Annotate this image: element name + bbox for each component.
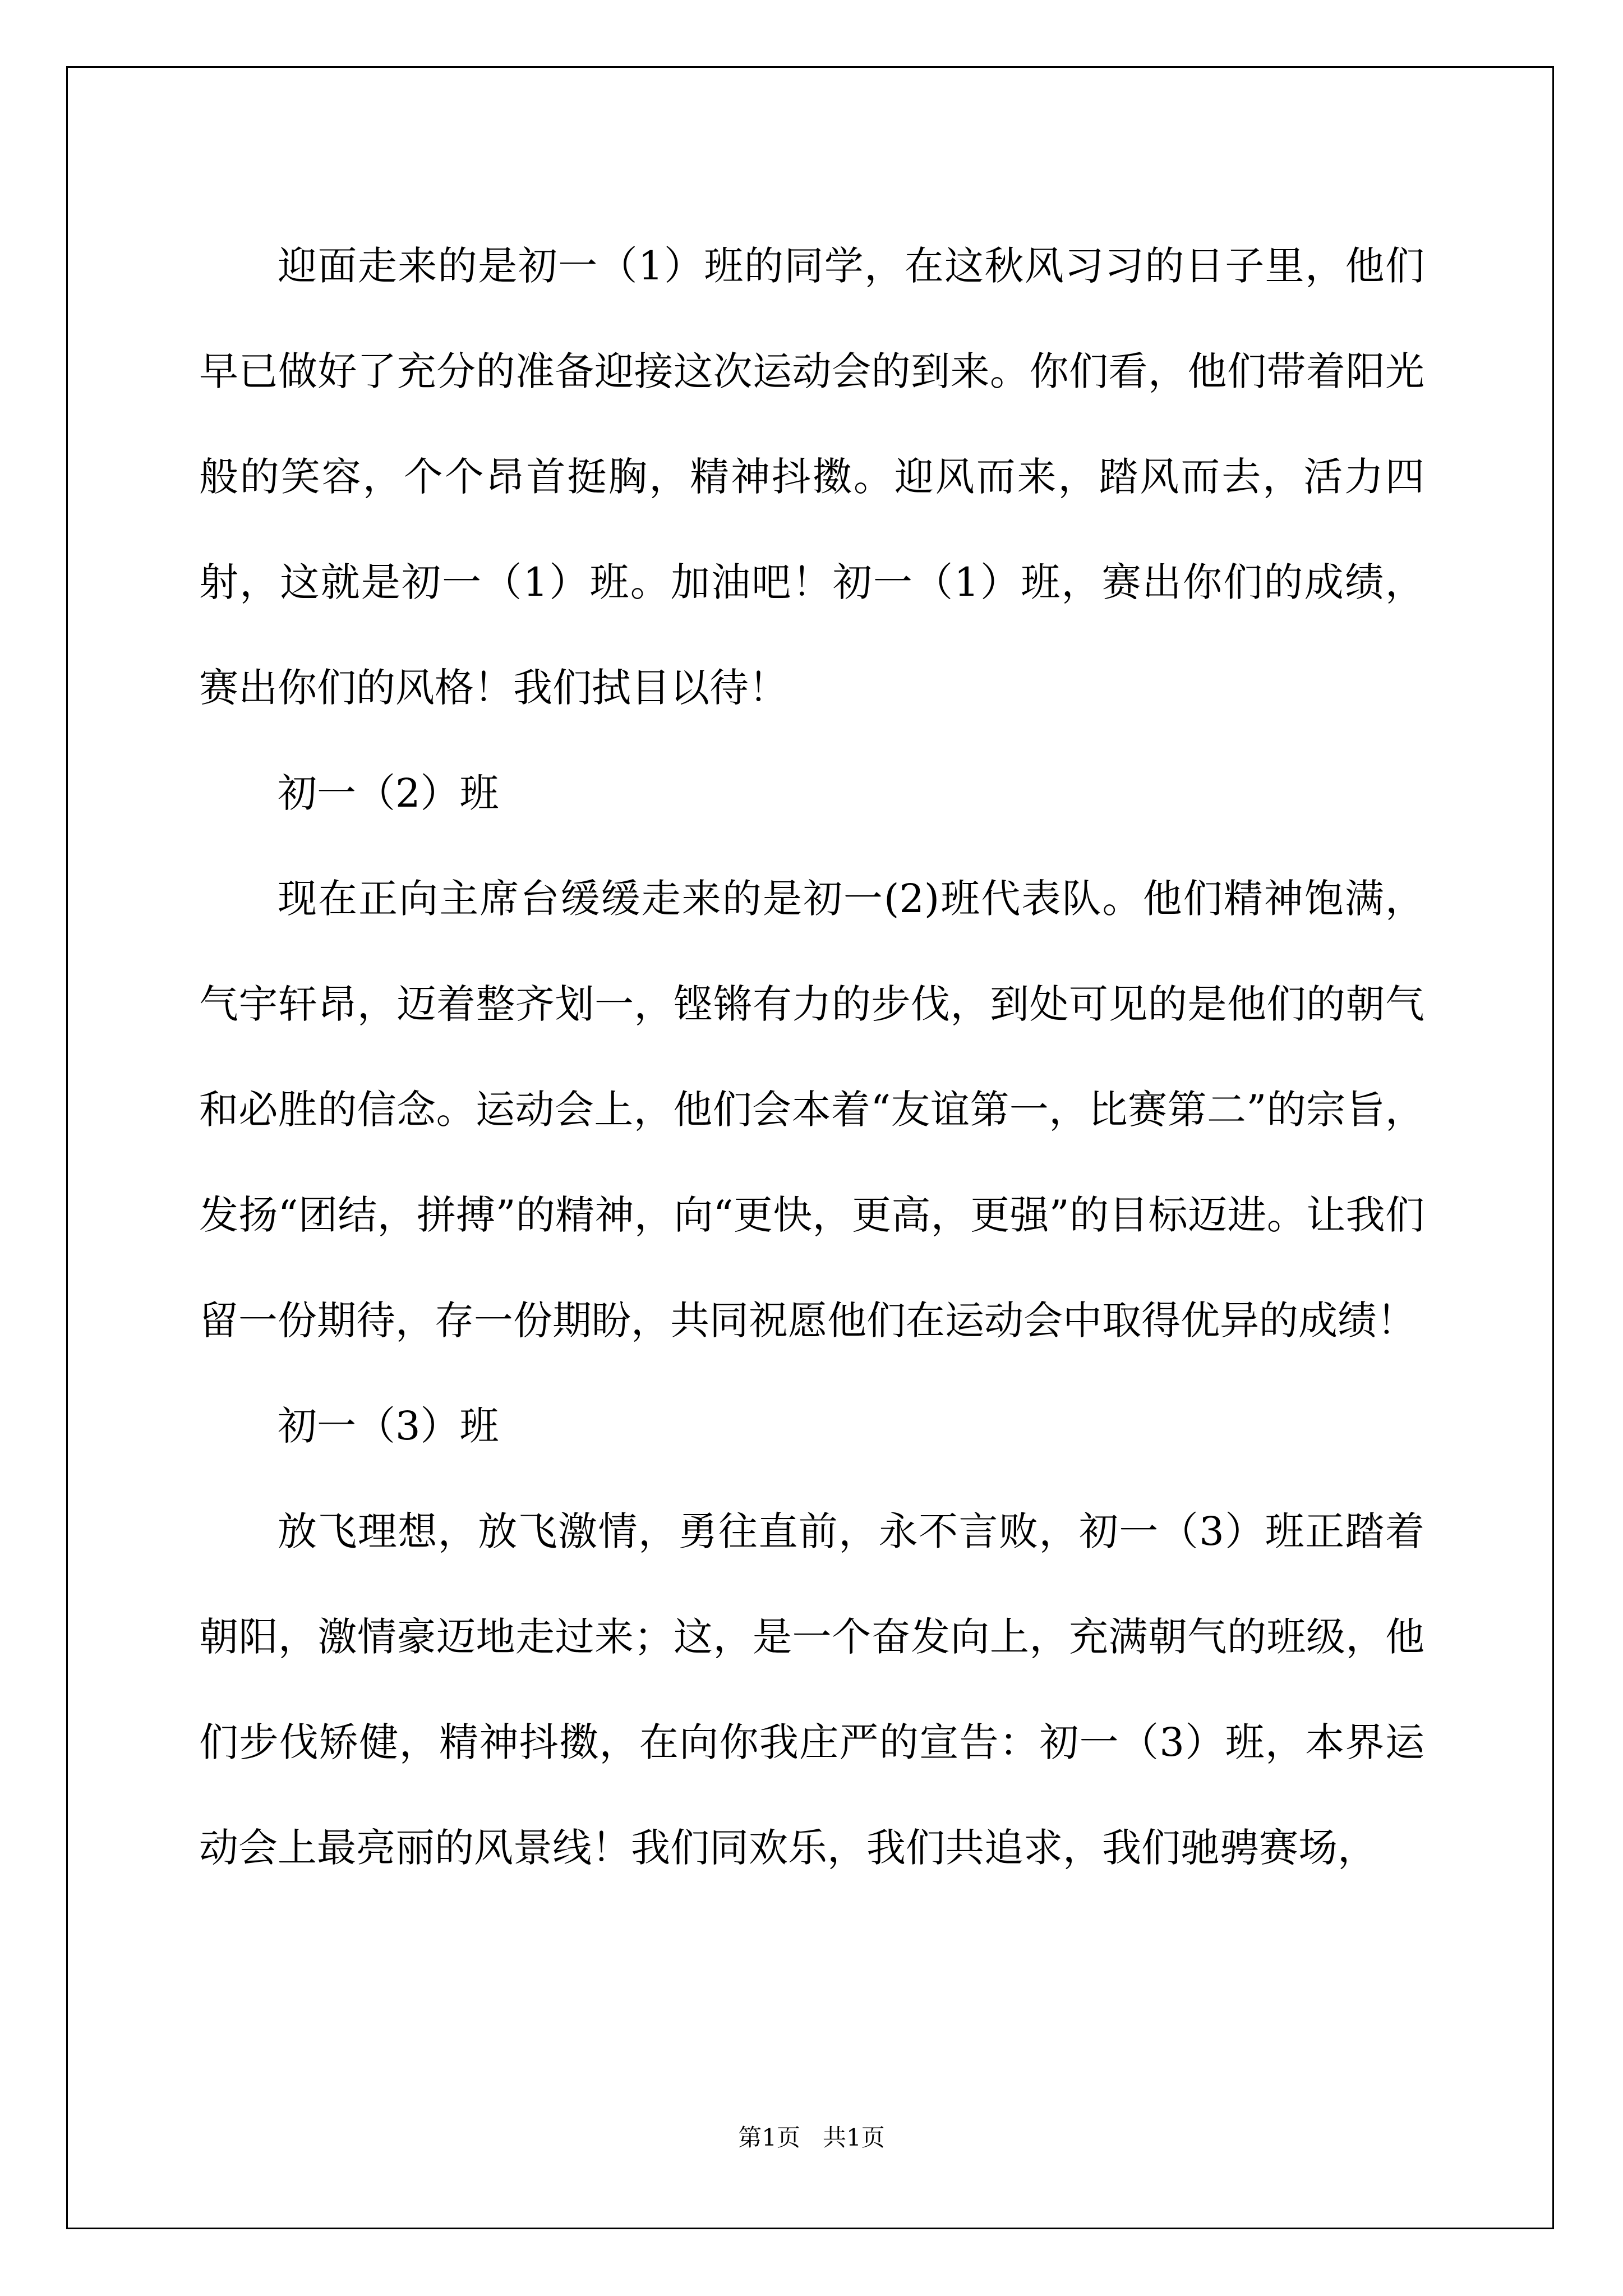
heading-class-3: 初一（3）班: [278, 1403, 499, 1449]
paragraph-class-2: 现在正向主席台缓缓走来的是初一(2)班代表队。他们精神饱满，气宇轩昂，迈着整齐划一，铿锵有力的步伐，到处可见的是他们的朝气和必胜的信念。运动会上，他们会本着“友谊第一，比赛第二”的宗旨，发扬“团结，拼搏”的精神，向“更快，更高，更强”的目标迈进。让我们留一份期待，存一份期盼，共同祝愿他们在运动会中取得优异的成绩！: [199, 876, 1424, 1343]
paragraph-class-1: 迎面走来的是初一（1）班的同学，在这秋风习习的日子里，他们早已做好了充分的准备迎接这次运动会的到来。你们看，他们带着阳光般的笑容，个个昂首挺胸，精神抖擞。迎风而来，踏风而去，活力四射，这就是初一（1）班。加油吧！初一（1）班，赛出你们的成绩，赛出你们的风格！我们拭目以待！: [199, 243, 1424, 711]
page-footer: [0, 2119, 1623, 2153]
document-body: [199, 213, 1424, 1901]
paragraph-class-3: 放飞理想，放飞激情，勇往直前，永不言败，初一（3）班正踏着朝阳，激情豪迈地走过来；这，是一个奋发向上，充满朝气的班级，他们步伐矫健，精神抖擞，在向你我庄严的宣告：初一（3）班，本界运动会上最亮丽的风景线！我们同欢乐，我们共追求，我们驰骋赛场，: [199, 1508, 1424, 1871]
page-total: 共1页: [823, 2124, 885, 2151]
page-number: 第1页: [738, 2124, 800, 2151]
heading-class-2: 初一（2）班: [278, 770, 499, 816]
